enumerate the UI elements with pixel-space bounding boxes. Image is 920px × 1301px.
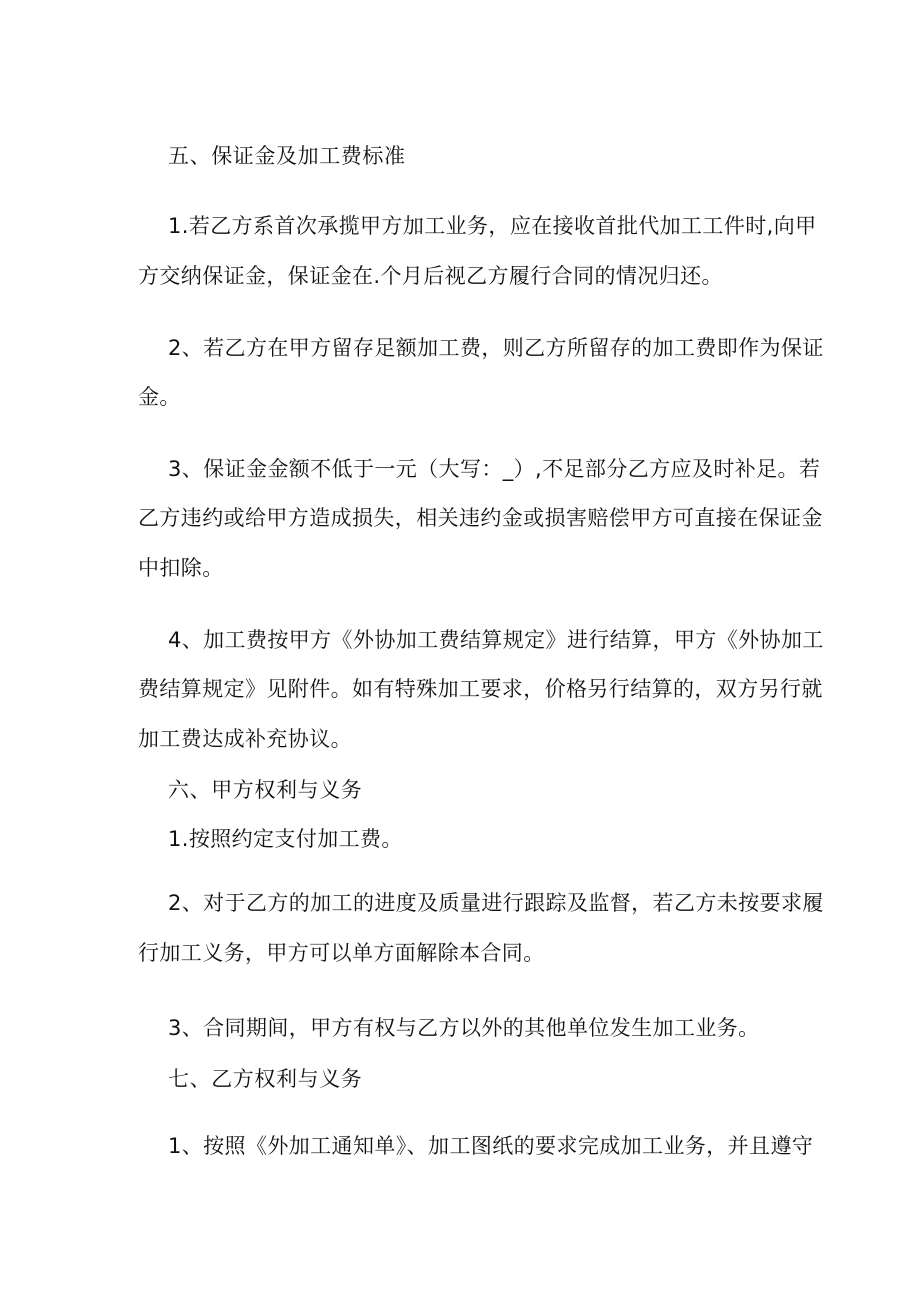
section-5-p2-line2: 金。 xyxy=(138,385,181,409)
section-6-p3: 3、合同期间，甲方有权与乙方以外的其他单位发生加工业务。 xyxy=(168,1016,760,1040)
section-7-title: 七、乙方权利与义务 xyxy=(168,1067,363,1091)
section-6-p2-line1: 2、对于乙方的加工的进度及质量进行跟踪及监督，若乙方未按要求履 xyxy=(168,891,824,915)
section-6-p1: 1.按照约定支付加工费。 xyxy=(168,827,403,851)
section-5-p3-line1: 3、保证金金额不低于一元（大写：_）,不足部分乙方应及时补足。若 xyxy=(168,457,821,481)
section-5-p4-line3: 加工费达成补充协议。 xyxy=(138,727,352,751)
section-5-p4-line2: 费结算规定》见附件。如有特殊加工要求，价格另行结算的，双方另行就 xyxy=(138,677,823,701)
section-5-p2-line1: 2、若乙方在甲方留存足额加工费，则乙方所留存的加工费即作为保证 xyxy=(168,336,824,360)
section-5-p4-line1: 4、加工费按甲方《外协加工费结算规定》进行结算，甲方《外协加工 xyxy=(168,628,824,652)
section-7-p1: 1、按照《外加工通知单》、加工图纸的要求完成加工业务，并且遵守 xyxy=(168,1134,814,1158)
section-5-p3-line3: 中扣除。 xyxy=(138,556,224,580)
section-6-title: 六、甲方权利与义务 xyxy=(168,778,363,802)
section-5-p1-line1: 1.若乙方系首次承揽甲方加工业务，应在接收首批代加工工件时,向甲 xyxy=(168,214,817,238)
section-5-p3-line2: 乙方违约或给甲方造成损失，相关违约金或损害赔偿甲方可直接在保证金 xyxy=(138,506,823,530)
section-5-p1-line2: 方交纳保证金，保证金在.个月后视乙方履行合同的情况归还。 xyxy=(138,264,723,288)
section-5-title: 五、保证金及加工费标准 xyxy=(168,144,406,168)
section-6-p2-line2: 行加工义务，甲方可以单方面解除本合同。 xyxy=(138,941,545,965)
